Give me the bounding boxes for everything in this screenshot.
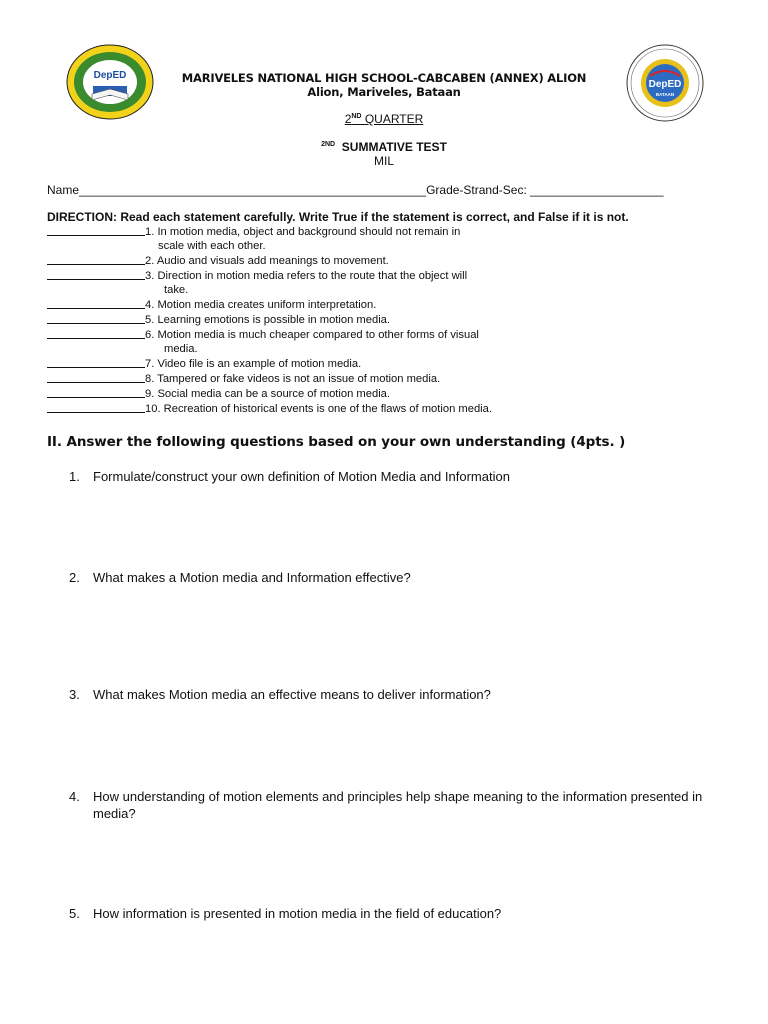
question-number: 1.	[69, 469, 80, 484]
list-item: 5. Learning emotions is possible in motion media.	[47, 312, 747, 327]
test-title	[0, 140, 768, 154]
school-address: Alion, Mariveles, Bataan	[307, 85, 461, 99]
list-item: 6. Motion media is much cheaper compared to other forms of visual media.	[47, 327, 747, 356]
test-ordinal: 2ND	[321, 141, 336, 148]
quarter-suffix: ND	[351, 113, 362, 120]
grade-field[interactable]: ____________________	[530, 183, 664, 197]
answer-blank[interactable]	[47, 253, 145, 265]
question-number: 3.	[69, 687, 80, 702]
answer-blank[interactable]	[47, 297, 145, 309]
answer-blank[interactable]	[47, 386, 145, 398]
direction-text: DIRECTION: Read each statement carefully. Write True if the statement is correct, and False if it is not.	[47, 210, 629, 224]
question-item	[69, 905, 709, 922]
question-text: What makes a Motion media and Information effective?	[93, 570, 411, 585]
part2-heading: II. Answer the following questions based on your own understanding (4pts. )	[47, 434, 626, 450]
svg-text:DepED: DepED	[93, 70, 127, 81]
question-item	[69, 686, 709, 703]
list-item: 4. Motion media creates uniform interpretation.	[47, 297, 747, 312]
question-text: How information is presented in motion media in the field of education?	[93, 906, 502, 921]
answer-blank[interactable]	[47, 327, 145, 339]
answer-blank[interactable]	[47, 224, 145, 236]
grade-label: Grade-Strand-Sec:	[426, 183, 527, 197]
svg-text:DepED: DepED	[648, 79, 682, 90]
answer-blank[interactable]	[47, 268, 145, 280]
name-label: Name	[47, 183, 80, 197]
question-text: What makes Motion media an effective means to deliver information?	[93, 687, 491, 702]
list-item: 9. Social media can be a source of motion media.	[47, 386, 747, 401]
answer-blank[interactable]	[47, 356, 145, 368]
name-field[interactable]: ____________________________________________________	[79, 183, 427, 197]
quarter-word: QUARTER	[364, 112, 424, 126]
answer-blank[interactable]	[47, 312, 145, 324]
question-item	[69, 468, 709, 485]
question-text: Formulate/construct your own definition of Motion Media and Information	[93, 469, 510, 484]
question-number: 2.	[69, 570, 80, 585]
school-name: MARIVELES NATIONAL HIGH SCHOOL-CABCABEN (ANNEX) ALION	[181, 71, 587, 85]
list-item: 2. Audio and visuals add meanings to movement.	[47, 253, 747, 268]
question-item	[69, 569, 709, 586]
list-item: 8. Tampered or fake videos is not an issue of motion media.	[47, 371, 747, 386]
list-item: 3. Direction in motion media refers to the route that the object will take.	[47, 268, 747, 297]
question-number: 4.	[69, 789, 80, 804]
svg-text:BATAAN: BATAAN	[655, 92, 675, 97]
quarter-label	[0, 112, 768, 126]
list-item: 10. Recreation of historical events is one of the flaws of motion media.	[47, 401, 747, 416]
list-item: 1. In motion media, object and background should not remain in scale with each other.	[47, 224, 747, 253]
list-item: 7. Video file is an example of motion media.	[47, 356, 747, 371]
question-item	[69, 788, 709, 822]
question-number: 5.	[69, 906, 80, 921]
answer-blank[interactable]	[47, 371, 145, 383]
question-text: How understanding of motion elements and principles help shape meaning to the information presented in media?	[93, 789, 703, 821]
true-false-list	[47, 224, 747, 416]
subject-label: MIL	[373, 154, 394, 168]
test-title-text: SUMMATIVE TEST	[341, 140, 447, 154]
answer-blank[interactable]	[47, 401, 145, 413]
quarter-number: 2	[344, 112, 352, 126]
name-grade-line	[47, 183, 664, 197]
